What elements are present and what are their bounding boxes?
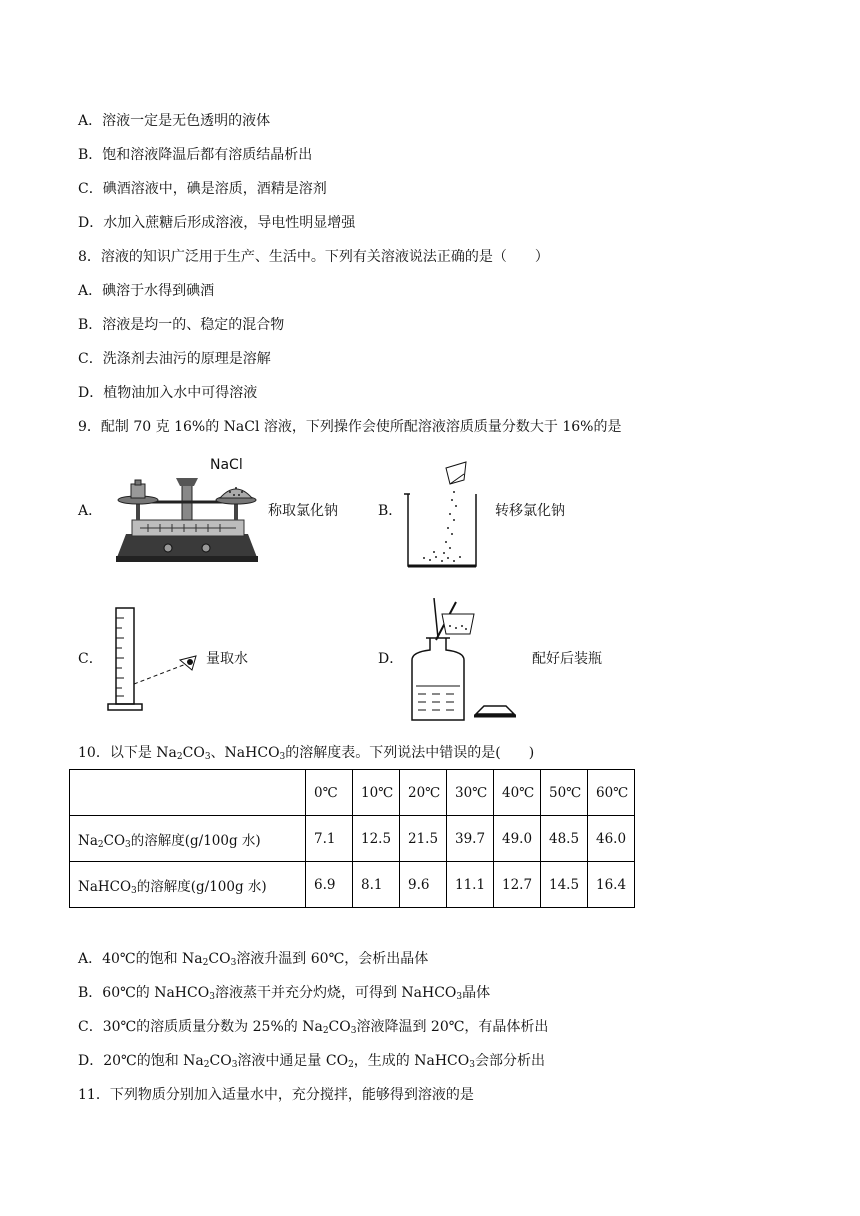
q9-option-c-letter: C． [78,651,103,667]
balance-figure [108,452,263,564]
q8-option-b: B．溶液是均一的、稳定的混合物 [78,317,285,333]
table-cell: 50℃ [541,770,588,816]
table-cell: 7.1 [306,816,353,862]
q9-option-a-letter: A． [78,503,103,519]
q9-stem: 9．配制 70 克 16%的 NaCl 溶液，下列操作会使所配溶液溶质质量分数大于 16%的是 [78,419,622,435]
table-row-label: NaHCO$_3$的溶解度(g/100g 水) [70,862,306,908]
q9-option-c-caption: 量取水 [206,651,248,667]
table-row [70,816,635,862]
q8-option-a: A．碘溶于水得到碘酒 [78,283,215,299]
q9-option-a-caption: 称取氯化钠 [268,503,338,519]
table-row-label: $Na_2CO_3$的溶解度(g/100g 水) [70,816,306,862]
table-cell: 0℃ [306,770,353,816]
q8-option-c: C．洗涤剂去油污的原理是溶解 [78,351,271,367]
table-cell: 8.1 [353,862,400,908]
table-row [70,862,635,908]
q8-option-d: D．植物油加入水中可得溶液 [78,385,258,401]
q10-option-d: D．20℃的饱和 $Na_2CO_3$溶液中通足量 $CO_2$，生成的 NaHCO$_3$会部分析出 [78,1053,545,1070]
table-cell: 39.7 [447,816,494,862]
table-cell: 46.0 [588,816,635,862]
table-cell: 11.1 [447,862,494,908]
table-cell [70,770,306,816]
q7-option-b: B．饱和溶液降温后都有溶质结晶析出 [78,147,313,163]
q10-option-b: B．60℃的 NaHCO$_3$溶液蒸干并充分灼烧，可得到 NaHCO$_3$晶体 [78,985,491,1002]
q8-stem: 8．溶液的知识广泛用于生产、生活中。下列有关溶液说法正确的是（ ） [78,249,549,265]
table-cell: 60℃ [588,770,635,816]
q9-option-d-letter: D． [378,651,404,667]
table-cell: 10℃ [353,770,400,816]
q10-option-c: C．30℃的溶质质量分数为 25%的 $Na_2CO_3$溶液降温到 20℃，有晶体析出 [78,1019,549,1036]
q9-option-b-letter: B． [378,503,403,519]
beaker-figure [404,460,484,570]
q7-option-d: D．水加入蔗糖后形成溶液，导电性明显增强 [78,215,356,231]
q10-option-a: A．40℃的饱和 $Na_2CO_3$溶液升温到 60℃，会析出晶体 [78,951,429,968]
q9-option-d-caption: 配好后装瓶 [532,651,602,667]
table-cell: 14.5 [541,862,588,908]
q9-option-b-caption: 转移氯化钠 [495,503,565,519]
table-cell: 6.9 [306,862,353,908]
cylinder-figure [104,604,204,714]
table-cell: 12.5 [353,816,400,862]
q10-stem: 10．以下是 $Na_2CO_3$、NaHCO$_3$的溶解度表。下列说法中错误的是( ) [78,745,535,762]
solubility-table [69,769,635,908]
q11-stem: 11．下列物质分别加入适量水中，充分搅拌，能够得到溶液的是 [78,1087,474,1103]
q7-option-a: A．溶液一定是无色透明的液体 [78,113,271,129]
table-cell: 16.4 [588,862,635,908]
table-cell: 30℃ [447,770,494,816]
nacl-label: NaCl [210,457,243,473]
table-cell: 20℃ [400,770,447,816]
bottle-figure [404,598,524,724]
table-cell: 49.0 [494,816,541,862]
table-cell: 12.7 [494,862,541,908]
table-cell: 9.6 [400,862,447,908]
q7-option-c: C．碘酒溶液中，碘是溶质，酒精是溶剂 [78,181,327,197]
table-cell: 40℃ [494,770,541,816]
table-cell: 48.5 [541,816,588,862]
table-header-row [70,770,635,816]
table-cell: 21.5 [400,816,447,862]
